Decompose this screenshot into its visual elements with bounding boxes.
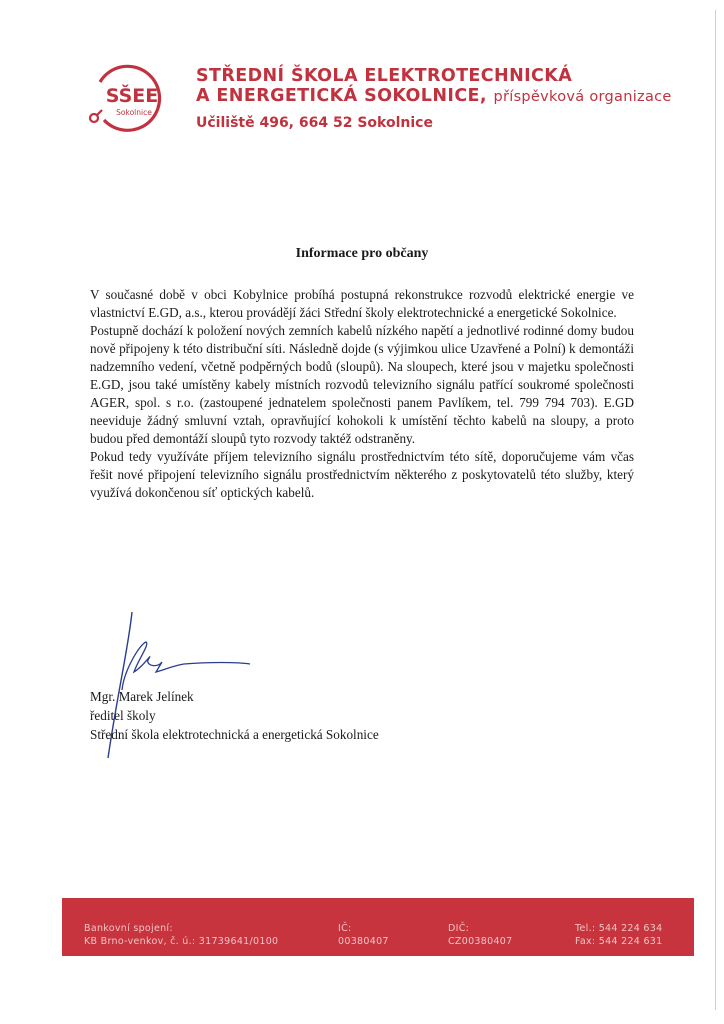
footer-ic [338, 922, 389, 948]
ic-label: IČ: [338, 923, 352, 934]
paragraph-3: Pokud tedy využíváte příjem televizního signálu prostřednictvím této sítě, doporučujeme vám včas řešit nové připojení televizního signálu prostřednictvím některého z poskytovatelů této služby, který využívá dokončenou síť optických kabelů. [90, 449, 634, 500]
svg-text:SŠEE: SŠEE [105, 85, 159, 107]
dic-label: DIČ: [448, 923, 470, 934]
footer-contact [575, 922, 663, 948]
paragraph-2: Postupně dochází k položení nových zemních kabelů nízkého napětí a jednotlivé rodinné domy budou nově připojeny k této distribuční síti. Následně dojde (s výjimkou ulice Uzavřené a Polní) k demontáži nadzemního vedení, včetně podpěrných bodů (sloupů). Na sloupech, které jsou v majetku společnosti E.GD, jsou také umístěny kabely místních rozvodů televizního signálu patřící soukromé společnosti AGER, spol. s r.o. (zastoupené jednatelem společnosti panem Pavlíkem, tel. 799 794 703). E.GD neeviduje žádný smluvní vztah, opravňující kohokoli k umístění těchto kabelů na sloupy, a proto budou před demontáží sloupů tyto rozvody taktéž odstraněny. [90, 323, 634, 446]
fax-number: Fax: 544 224 631 [575, 936, 663, 947]
svg-text:Sokolnice: Sokolnice [116, 108, 152, 117]
school-name-line1: STŘEDNÍ ŠKOLA ELEKTROTECHNICKÁ [196, 66, 573, 86]
letter-body [90, 286, 634, 502]
signer-school: Střední škola elektrotechnická a energetická Sokolnice [90, 727, 379, 742]
school-name-line2 [196, 86, 672, 107]
bank-value: KB Brno-venkov, č. ú.: 31739641/0100 [84, 936, 279, 947]
document-title: Informace pro občany [295, 246, 429, 261]
footer-bank [84, 922, 278, 948]
phone-number: Tel.: 544 224 634 [575, 923, 663, 934]
paragraph-1: V současné době v obci Kobylnice probíhá postupná rekonstrukce rozvodů elektrické energie ve vlastnictví E.GD, a.s., kterou provádějí žáci Střední školy elektrotechnické a energetické Sokolnice. [90, 287, 634, 320]
signer-name: Mgr. Marek Jelínek [90, 689, 194, 704]
ic-value: 00380407 [338, 936, 389, 947]
school-name-line2-text: A ENERGETICKÁ SOKOLNICE, [196, 86, 487, 106]
dic-value: CZ00380407 [448, 936, 513, 947]
school-address: Učiliště 496, 664 52 Sokolnice [196, 115, 433, 131]
signer-block [90, 687, 379, 744]
bank-label: Bankovní spojení: [84, 923, 173, 934]
footer-dic [448, 922, 513, 948]
footer-band [62, 898, 694, 956]
school-logo [82, 62, 178, 132]
scan-edge-line [715, 10, 716, 1010]
org-type: příspěvková organizace [493, 89, 672, 105]
school-header [196, 66, 672, 131]
signer-position: ředitel školy [90, 708, 156, 723]
school-logo-icon [82, 62, 178, 132]
